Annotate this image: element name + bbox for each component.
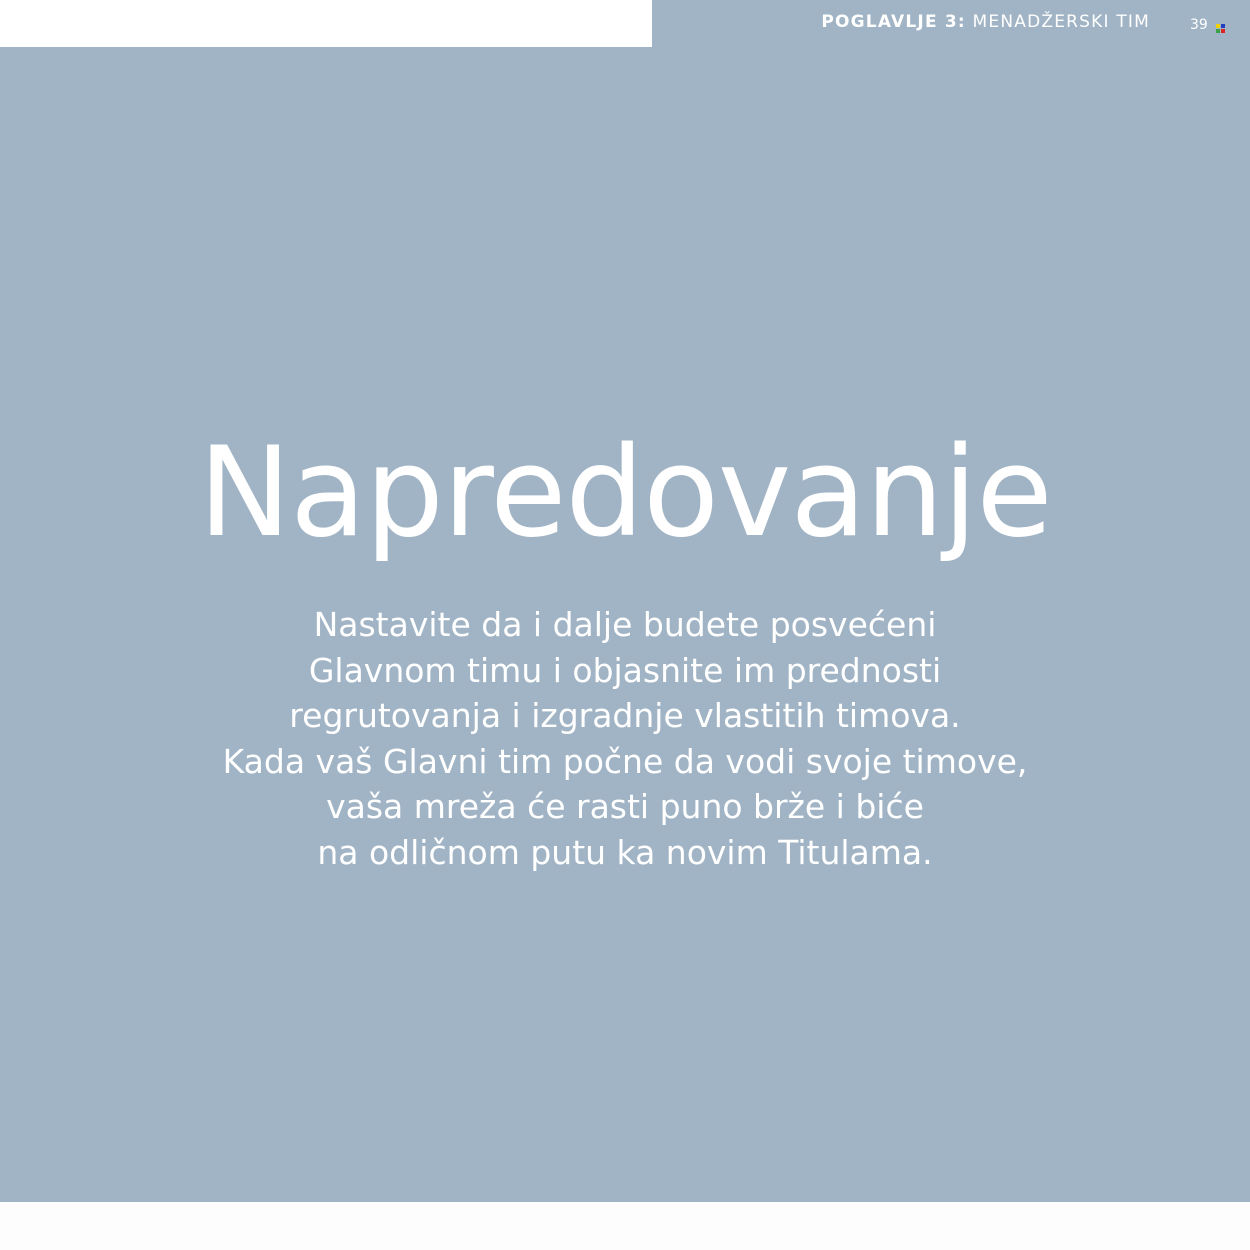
body-line: regrutovanja i izgradnje vlastitih timova. (289, 696, 961, 735)
body-line: Nastavite da i dalje budete posvećeni (313, 605, 937, 644)
chapter-label: POGLAVLJE 3: (821, 12, 966, 32)
body-line: Glavnom timu i objasnite im prednosti (308, 650, 942, 690)
bottom-white-strip (0, 1202, 1250, 1250)
body-line: Kada vaš Glavni tim počne da vodi svoje timove, (222, 741, 1028, 781)
chapter-header (821, 12, 1150, 32)
body-line: vaša mreža će rasti puno brže i biće (326, 787, 924, 826)
mark-blue-square (1221, 24, 1225, 28)
chapter-title: MENADŽERSKI TIM (972, 12, 1150, 32)
page-number: 39 (1190, 17, 1208, 33)
color-registration-mark-icon (1216, 24, 1225, 33)
top-white-strip (0, 0, 652, 47)
mark-red-square (1221, 29, 1225, 33)
body-paragraph (175, 602, 1075, 875)
body-line: na odličnom putu ka novim Titulama. (317, 832, 933, 872)
mark-yellow-square (1216, 24, 1220, 28)
mark-green-square (1216, 29, 1220, 33)
page-title: Napredovanje (198, 421, 1052, 565)
